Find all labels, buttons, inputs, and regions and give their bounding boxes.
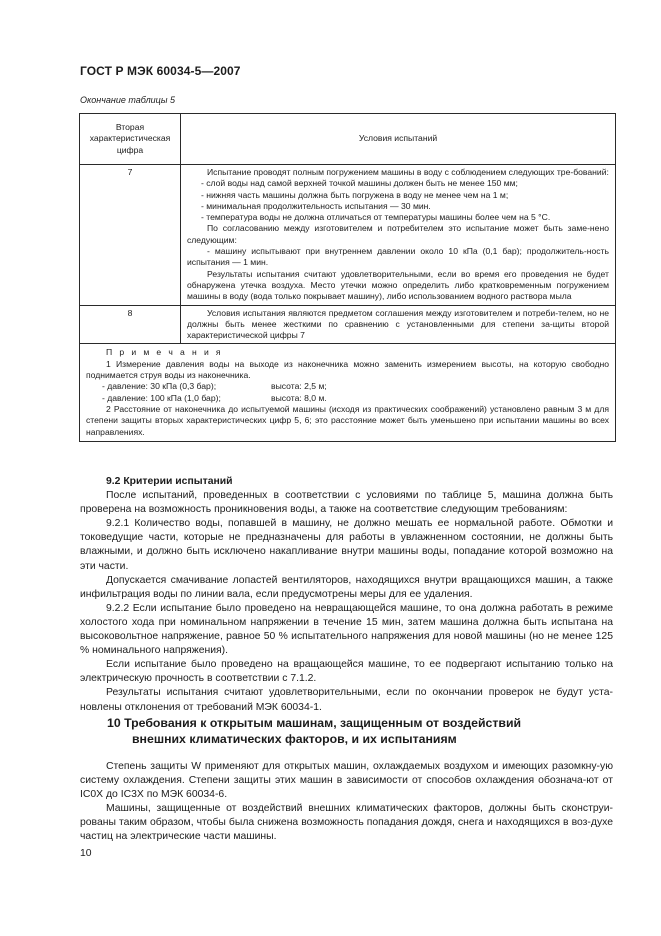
paragraph: 9.2.1 Количество воды, попавшей в машину, не должно мешать ее нормальной работе. Обмотки и токоведущие части, которые не предназначены для работы в увлажненном состоянии, не должны быть влажными, и должно быть исключено накапливание внутри машины воды, попадание которой возможно на эти части. xyxy=(80,518,613,572)
condition-line: Испытание проводят полным погружением машины в воду с соблюдением следующих тре-бований: xyxy=(207,167,609,177)
notes-cell xyxy=(80,344,616,441)
paragraph: Результаты испытания считают удовлетворительными, если по окончании проверок не будут уста-новлены отклонения от требований МЭК 60034-1. xyxy=(80,687,613,713)
paragraph: После испытаний, проведенных в соответствии с условиями по таблице 5, машина должна быть проверена на возможность проникновения воды, а также на соответствие следующим требованиям: xyxy=(80,490,613,516)
paragraph: Машины, защищенные от воздействий внешних климатических факторов, должны быть сконструи-рованы таким образом, чтобы была снижена возможность попадания дождя, снега и находящихся в воз-духе частиц на электрические части машины. xyxy=(80,803,613,843)
height-value: высота: 2,5 м; xyxy=(271,381,327,392)
pressure-value: - давление: 30 кПа (0,3 бар); xyxy=(102,381,217,392)
paragraph: 9.2.2 Если испытание было проведено на невращающейся машине, то она должна работать в режиме холостого хода при номинальном напряжении в течение 15 мин, затем машина должна быть испытана на высоковольтное напряжение, равное 50 % испытательного напряжения для новой машины (но не менее 125 % номинального напряжения). xyxy=(80,602,613,657)
column-header-digit-line: цифра xyxy=(116,144,144,155)
condition-line: Результаты испытания считают удовлетворительными, если во время его проведения не будет обнаружена утечка воздуха. Место утечки можно определить либо кратковременным погружением машины в воду (вода только покрывает машину), либо использованием водного раствора мыла xyxy=(187,268,609,302)
test-conditions-table xyxy=(79,113,616,442)
section-heading-line: внешних климатических факторов, и их испытаниям xyxy=(132,732,457,746)
table-row xyxy=(80,305,616,344)
note-2: 2 Расстояние от наконечника до испытуемой машины (исходя из практических соображений) установлено равным 3 м для степени защиты вторых характеристических цифр 5, 6; это расстояние может быть уменьшено при испытании машины во всех направлениях. xyxy=(86,403,609,437)
table-row xyxy=(80,165,616,306)
digit-cell: 7 xyxy=(80,165,181,306)
column-header-digit-line: характеристическая xyxy=(89,133,171,144)
column-header-digit-line: Вторая xyxy=(115,122,145,133)
paragraph: Степень защиты W применяют для открытых машин, охлаждаемых воздухом и имеющих разомкну-ую систему охлаждения. Степени защиты этих машин в зависимости от способов охлаждения обознача-ют от IC0X до IC3X по МЭК 60034-6. xyxy=(80,761,613,801)
paragraph: Допускается смачивание лопастей вентиляторов, находящихся внутри вращающихся машин, а также инфильтрация воды по линии вала, если предусмотрены меры для ее удаления. xyxy=(80,574,613,600)
section-10-body xyxy=(80,760,613,845)
condition-line: - машину испытывают при внутреннем давлении около 10 кПа (0,1 бар); продолжитель-ность испытания — 1 мин. xyxy=(187,246,609,268)
section-10-heading xyxy=(107,715,607,747)
page-number: 10 xyxy=(80,848,92,859)
condition-line: - нижняя часть машины должна быть погружена в воду не менее чем на 1 м; xyxy=(201,189,509,200)
conditions-cell xyxy=(181,305,616,344)
column-header-digit xyxy=(80,114,181,165)
table-caption: Окончание таблицы 5 xyxy=(80,95,175,105)
conditions-cell xyxy=(181,165,616,306)
digit-cell: 8 xyxy=(80,305,181,344)
condition-line: По согласованию между изготовителем и потребителем это испытание может быть заме-нено следующим: xyxy=(187,223,609,245)
condition-line: - минимальная продолжительность испытания — 30 мин. xyxy=(201,200,431,211)
notes-title: П р и м е ч а н и я xyxy=(106,347,223,358)
table-header-row xyxy=(80,114,616,165)
height-value: высота: 8,0 м. xyxy=(271,392,327,403)
paragraph: Если испытание было проведено на вращающейся машине, то ее подвергают испытанию только на электрическую прочность в соответствии с 7.1.2. xyxy=(80,659,613,685)
column-header-conditions: Условия испытаний xyxy=(181,114,616,165)
section-9-2 xyxy=(80,475,613,715)
section-heading-line: 10 Требования к открытым машинам, защищенным от воздействий xyxy=(107,716,522,730)
notes-row xyxy=(80,344,616,441)
pressure-value: - давление: 100 кПа (1,0 бар); xyxy=(102,392,221,403)
condition-line: Условия испытания являются предметом соглашения между изготовителем и потреби-телем, но не должны быть менее жесткими по сравнению с установленными для степени за-щиты второй характеристической цифры 7 xyxy=(187,307,609,341)
condition-line: - температура воды не должна отличаться от температуры машины более чем на 5 °С. xyxy=(201,212,551,223)
pressure-height-pair xyxy=(86,381,609,392)
subsection-heading: 9.2 Критерии испытаний xyxy=(106,476,233,487)
note-1: 1 Измерение давления воды на выходе из наконечника можно заменить измерением высоты, на которую свободно поднимается струя воды из наконечника. xyxy=(86,358,609,381)
pressure-height-pair xyxy=(86,393,609,404)
document-header: ГОСТ Р МЭК 60034-5—2007 xyxy=(80,64,241,78)
condition-line: - слой воды над самой верхней точкой машины должен быть не менее 150 мм; xyxy=(201,178,518,189)
